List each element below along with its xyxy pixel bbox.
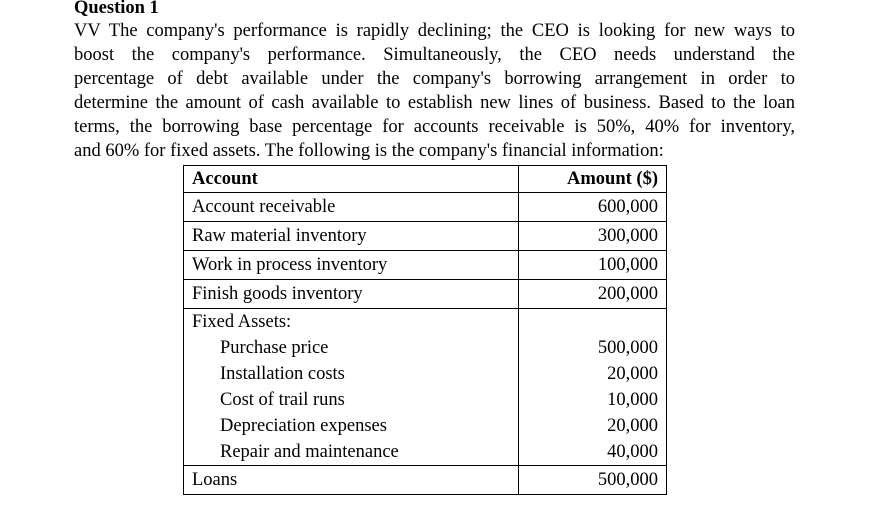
account-cell: Finish goods inventory <box>184 280 519 309</box>
amount-cell: 200,000 <box>519 280 667 309</box>
account-cell: Raw material inventory <box>184 222 519 251</box>
question-text <box>74 19 795 163</box>
fixed-assets-amounts <box>519 309 667 466</box>
question-line: percentage of debt available under the company's borrowing arrangement in order to <box>74 69 795 89</box>
fixed-asset-item: Cost of trail runs <box>220 390 345 410</box>
fixed-asset-amount: 40,000 <box>607 442 658 462</box>
fixed-asset-amount: 20,000 <box>607 416 658 436</box>
fixed-asset-item: Depreciation expenses <box>220 416 387 436</box>
fixed-assets-row <box>184 309 667 466</box>
account-cell: Work in process inventory <box>184 251 519 280</box>
question-line: boost the company's performance. Simultaneously, the CEO needs understand the <box>74 45 795 65</box>
table-row <box>184 251 667 280</box>
question-line: determine the amount of cash available to establish new lines of business. Based to the loan <box>74 93 795 113</box>
account-cell: Loans <box>184 466 519 495</box>
fixed-assets-spacer <box>527 309 658 335</box>
table-row <box>184 222 667 251</box>
fixed-asset-item: Repair and maintenance <box>220 442 399 462</box>
amount-header: Amount ($) <box>519 166 667 193</box>
loans-row <box>184 466 667 495</box>
amount-cell: 500,000 <box>519 466 667 495</box>
fixed-asset-amount: 500,000 <box>597 338 658 358</box>
question-line: terms, the borrowing base percentage for accounts receivable is 50%, 40% for inventory, <box>74 117 795 137</box>
question-line: VV The company's performance is rapidly declining; the CEO is looking for new ways to <box>74 21 795 41</box>
question-line: and 60% for fixed assets. The following is the company's financial information: <box>74 141 664 161</box>
amount-cell: 300,000 <box>519 222 667 251</box>
amount-cell: 600,000 <box>519 193 667 222</box>
financial-table <box>183 165 667 495</box>
fixed-assets-label: Fixed Assets: <box>192 312 292 332</box>
fixed-assets-accounts <box>184 309 519 466</box>
table-header-row <box>184 166 667 193</box>
fixed-asset-item: Purchase price <box>220 338 329 358</box>
fixed-asset-amount: 20,000 <box>607 364 658 384</box>
fixed-asset-amount: 10,000 <box>607 390 658 410</box>
table-row <box>184 280 667 309</box>
table-row <box>184 193 667 222</box>
amount-cell: 100,000 <box>519 251 667 280</box>
question-title: Question 1 <box>74 0 159 18</box>
account-header: Account <box>184 166 519 193</box>
account-cell: Account receivable <box>184 193 519 222</box>
fixed-asset-item: Installation costs <box>220 364 345 384</box>
